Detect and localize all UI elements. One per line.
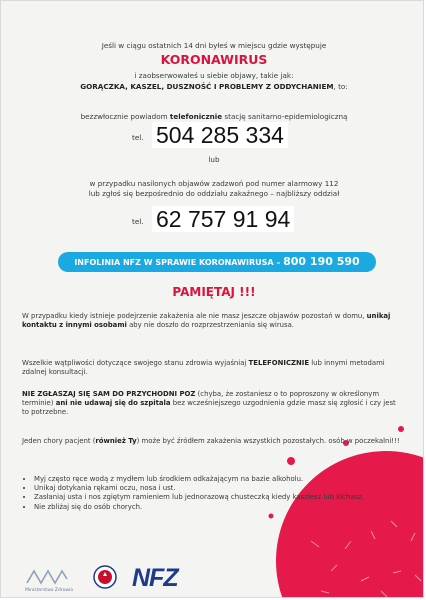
hotline-number[interactable]: 800 190 590 [283, 255, 360, 268]
p4-bold: również Ty [95, 437, 137, 445]
p3-text-end: bez wcześniejszego uzgodnienia gdzie masz się zgłosić i czy jest to potrzebne. [22, 399, 396, 417]
emergency-line-1: w przypadku nasilonych objawów zadzwoń pod numer alarmowy 112 [89, 179, 339, 188]
paragraph-waiting-room [22, 437, 402, 446]
paragraph-no-clinic [22, 390, 402, 418]
or-text: lub [208, 155, 220, 164]
notify-line [1, 112, 424, 121]
tel-label-1: tel. [132, 133, 144, 142]
list-item: • Unikaj dotykania rękami oczu, nosa i ust. [34, 484, 404, 493]
phone-number-1[interactable]: 504 285 334 [152, 122, 288, 148]
virus-dot [398, 426, 404, 432]
p1-text-end: aby nie doszło do rozprzestrzeniania się wirusa. [126, 321, 295, 330]
virus-body [276, 451, 424, 598]
emergency-line-2: lub zgłoś się bezpośrednio do oddziału zakaźnego – najbliższy oddział [88, 189, 340, 198]
p4-text-end: ) może być źródłem zakażenia wszystkich pozostałych. osób w poczekalni!!! [136, 437, 400, 445]
p2-text-end: lub innymi metodami zdalnej konsultacji. [22, 359, 385, 377]
paragraph-phone-consult [22, 359, 402, 377]
p4-text: Jeden chory pacjent ( [22, 437, 96, 445]
phone-number-2[interactable]: 62 757 91 94 [152, 206, 294, 232]
virus-dot [269, 514, 274, 519]
remember-heading: PAMIĘTAJ !!! [172, 285, 256, 299]
p2-bold: TELEFONICZNIE [248, 359, 310, 367]
hotline-label: INFOLINIA NFZ W SPRAWIE KORONAWIRUSA – [74, 258, 284, 267]
hotline-banner[interactable] [58, 252, 376, 272]
virus-heading: KORONAWIRUS [160, 52, 268, 67]
p3-bold-2: ani nie udawaj się do szpitala [55, 399, 171, 408]
tips-list [22, 475, 404, 512]
intro-text: Jeśli w ciągu ostatnich 14 dni byłeś w miejscu gdzie występuje [101, 41, 327, 50]
symptoms-to: , to: [333, 82, 348, 91]
paragraph-stay-home [22, 312, 402, 330]
notify-post: stację sanitarno-epidemiologiczną [222, 112, 348, 121]
ministry-of-health-logo [25, 565, 69, 587]
list-item: • Nie zbliżaj się do osób chorych. [34, 503, 404, 512]
p1-text: W przypadku kiedy istnieje podejrzenie zakażenia ale nie masz jeszcze objawów pozostań w domu, [22, 312, 367, 320]
p2-text: Wszelkie wątpliwości dotyczące swojego stanu zdrowia wyjaśniaj [22, 359, 249, 367]
notify-pre: bezzwłocznie powiadom [80, 112, 170, 121]
tel-label-2: tel. [132, 217, 144, 226]
p3-bold: NIE ZGŁASZAJ SIĘ SAM DO PRZYCHODNI POZ [22, 390, 196, 398]
virus-dot [287, 457, 295, 465]
notify-bold: telefonicznie [169, 112, 223, 121]
p1-bold: unikaj kontaktu z innymi osobami [22, 312, 391, 330]
emblem-logo [93, 564, 117, 590]
symptoms-intro: i zaobserwowałeś u siebie objawy, takie jak: [134, 71, 294, 80]
p3-text: (chyba, że zostaniesz o to poproszony w określonym terminie) [22, 390, 380, 408]
symptoms-line [1, 82, 424, 91]
symptoms: GORĄCZKA, KASZEL, DUSZNOŚĆ I PROBLEMY Z ODDYCHANIEM [80, 82, 334, 91]
list-item: • Zasłaniaj usta i nos zgiętym ramieniem lub jednorazową chusteczką kiedy kaszlesz lub kichasz. [34, 493, 404, 502]
nfz-logo: NFZ [132, 564, 178, 592]
ministry-caption: Ministerstwo Zdrowia [25, 588, 74, 593]
list-item: • Myj często ręce wodą z mydłem lub środkiem odkażającym na bazie alkoholu. [34, 475, 404, 484]
